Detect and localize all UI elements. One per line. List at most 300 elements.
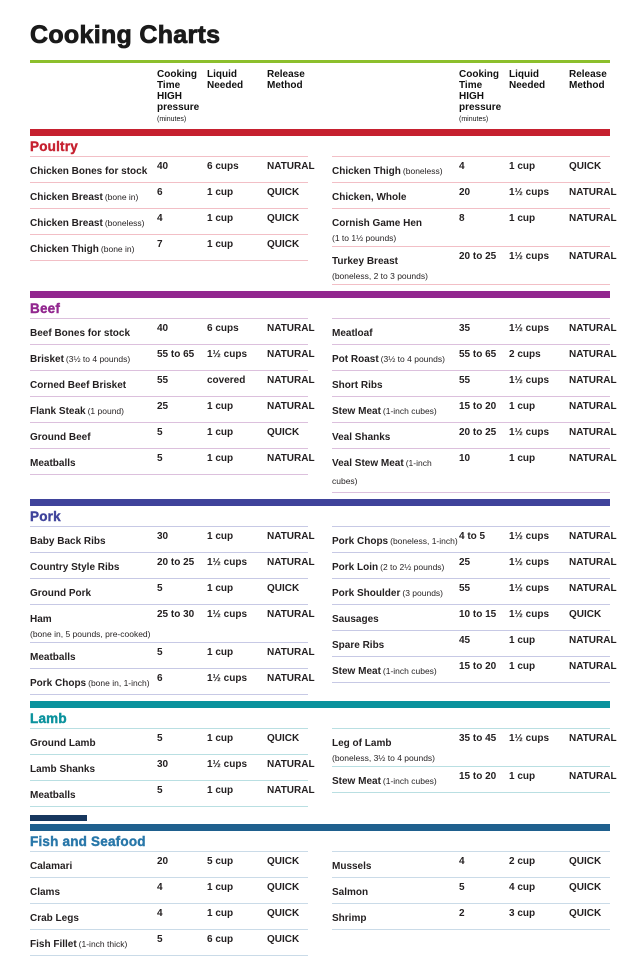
table-row xyxy=(332,579,617,605)
liquid-needed-value: 1 cup xyxy=(207,907,234,919)
cook-time-value: 30 xyxy=(157,758,169,770)
cook-time-value: 55 to 65 xyxy=(157,348,195,360)
liquid-needed-value: 1½ cups xyxy=(509,732,550,744)
food-name: Clams xyxy=(30,886,61,898)
food-note: (bone in) xyxy=(100,243,135,254)
food-cell xyxy=(332,213,459,243)
section-heading: Fish and Seafood xyxy=(30,833,146,849)
release-method-value: NATURAL xyxy=(267,784,315,796)
liquid-needed-value: 1½ cups xyxy=(509,608,550,620)
food-note: (1-inch cubes) xyxy=(382,775,437,786)
section-columns xyxy=(30,728,617,807)
page-title: Cooking Charts xyxy=(30,21,221,49)
table-row xyxy=(30,852,308,878)
food-name: Corned Beef Brisket xyxy=(30,379,127,391)
food-cell xyxy=(30,427,157,445)
food-cell xyxy=(30,908,157,926)
release-method-value: NATURAL xyxy=(267,348,315,360)
food-cell xyxy=(30,375,157,393)
food-note: (1-inch thick) xyxy=(78,938,128,949)
food-note: (2 to 2½ pounds) xyxy=(380,561,445,572)
cook-time-value: 4 xyxy=(459,160,465,172)
food-name: Short Ribs xyxy=(332,379,383,391)
food-cell xyxy=(30,401,157,419)
food-cell xyxy=(30,882,157,900)
food-name: Shrimp xyxy=(332,912,367,924)
food-note: (1-inch cubes) xyxy=(332,457,432,486)
table-row xyxy=(332,371,617,397)
section-rows-left xyxy=(30,156,315,285)
footer-page-mark xyxy=(30,815,87,821)
release-method-value: QUICK xyxy=(569,907,602,919)
title-rule xyxy=(30,60,610,63)
release-method-value: NATURAL xyxy=(267,160,315,172)
liquid-needed-value: 2 cups xyxy=(509,348,541,360)
cooking-time-label: Cooking Time HIGH pressure xyxy=(157,68,200,113)
release-method-value: NATURAL xyxy=(569,212,617,224)
cook-time-value: 15 to 20 xyxy=(459,400,497,412)
table-row xyxy=(332,729,617,767)
cook-time-value: 5 xyxy=(157,784,163,796)
liquid-needed-value: 1 cup xyxy=(207,186,234,198)
liquid-needed-value: 1 cup xyxy=(207,238,234,250)
section-rows-right xyxy=(332,728,617,807)
food-name: Veal Stew Meat xyxy=(332,457,404,469)
food-name: Flank Steak xyxy=(30,405,86,417)
section-rows-left xyxy=(30,851,308,956)
liquid-needed-value: 3 cup xyxy=(509,907,536,919)
release-method-value: QUICK xyxy=(267,732,300,744)
food-name: Brisket xyxy=(30,353,64,365)
table-row xyxy=(332,183,617,209)
liquid-needed-value: 1½ cups xyxy=(207,556,248,568)
food-name: Meatloaf xyxy=(332,327,373,339)
food-cell xyxy=(30,609,157,639)
column-headers-right xyxy=(332,69,610,125)
cook-time-value: 2 xyxy=(459,907,465,919)
liquid-needed-value: 1 cup xyxy=(207,400,234,412)
liquid-needed-value: 1½ cups xyxy=(509,322,550,334)
table-row xyxy=(30,345,315,371)
liquid-needed-value: 1½ cups xyxy=(207,608,248,620)
table-row xyxy=(332,157,610,183)
release-method-value: NATURAL xyxy=(569,322,617,334)
food-note: (bone in, 1-inch) xyxy=(88,677,150,688)
release-method-value: QUICK xyxy=(267,855,300,867)
food-name: Baby Back Ribs xyxy=(30,535,106,547)
food-cell xyxy=(332,251,459,281)
section-columns xyxy=(30,851,610,956)
food-cell xyxy=(332,427,459,445)
table-row xyxy=(332,657,617,683)
food-name: Chicken Bones for stock xyxy=(30,165,148,177)
liquid-needed-value: 1 cup xyxy=(509,160,536,172)
cook-time-value: 4 xyxy=(157,907,163,919)
release-method-value: NATURAL xyxy=(569,250,617,262)
cook-time-value: 7 xyxy=(157,238,163,250)
table-row xyxy=(30,209,308,235)
liquid-needed-value: 1 cup xyxy=(509,634,536,646)
liquid-needed-value: 1 cup xyxy=(207,452,234,464)
cook-time-value: 40 xyxy=(157,322,169,334)
food-cell xyxy=(30,161,157,179)
section-rows-left xyxy=(30,728,315,807)
table-row xyxy=(30,449,315,475)
food-note: (bone in) xyxy=(104,191,139,202)
food-name: Ground Beef xyxy=(30,431,91,443)
liquid-needed-value: 6 cups xyxy=(207,160,239,172)
release-method-header: Release Method xyxy=(569,68,607,91)
release-method-value: NATURAL xyxy=(267,530,315,542)
cook-time-value: 35 xyxy=(459,322,471,334)
release-method-value: QUICK xyxy=(267,907,300,919)
food-note: (1 pound) xyxy=(87,405,124,416)
section-color-bar xyxy=(30,499,610,506)
release-method-value: QUICK xyxy=(267,582,300,594)
release-method-value: NATURAL xyxy=(267,452,315,464)
column-headers xyxy=(30,69,610,125)
food-cell xyxy=(30,187,157,205)
liquid-needed-value: 1½ cups xyxy=(509,374,550,386)
food-name: Salmon xyxy=(332,886,369,898)
liquid-needed-value: 4 cup xyxy=(509,881,536,893)
cook-time-value: 4 xyxy=(157,212,163,224)
food-cell xyxy=(332,453,459,489)
food-note: (boneless, 1-inch) xyxy=(390,535,458,546)
food-cell xyxy=(332,882,459,900)
release-method-value: NATURAL xyxy=(267,556,315,568)
release-method-value: NATURAL xyxy=(267,646,315,658)
table-row xyxy=(30,930,308,956)
table-row xyxy=(30,878,308,904)
release-method-value: QUICK xyxy=(267,933,300,945)
section xyxy=(30,129,617,285)
cook-time-value: 15 to 20 xyxy=(459,770,497,782)
cook-time-value: 10 xyxy=(459,452,471,464)
section-color-bar xyxy=(30,129,610,136)
food-note: (1 to 1½ pounds) xyxy=(332,232,397,243)
release-method-value: QUICK xyxy=(267,212,300,224)
food-cell xyxy=(332,635,459,653)
section xyxy=(30,291,617,493)
food-note: (boneless) xyxy=(402,165,443,176)
food-name: Meatballs xyxy=(30,457,76,469)
food-cell xyxy=(30,531,157,549)
cook-time-value: 55 to 65 xyxy=(459,348,497,360)
cook-time-value: 45 xyxy=(459,634,471,646)
food-name: Ground Lamb xyxy=(30,737,96,749)
section-color-bar xyxy=(30,291,610,298)
table-row xyxy=(30,579,308,605)
food-name: Turkey Breast xyxy=(332,255,398,267)
table-row xyxy=(30,183,308,209)
release-method-value: NATURAL xyxy=(267,400,315,412)
section xyxy=(30,824,610,956)
liquid-needed-value: 5 cup xyxy=(207,855,234,867)
liquid-needed-value: 1½ cups xyxy=(207,348,248,360)
food-note: (1-inch cubes) xyxy=(382,405,437,416)
table-row xyxy=(30,397,315,423)
table-row xyxy=(30,904,308,930)
liquid-needed-value: 1½ cups xyxy=(509,556,550,568)
table-row xyxy=(332,209,617,247)
release-method-value: QUICK xyxy=(267,238,300,250)
food-name: Fish Fillet xyxy=(30,938,77,950)
liquid-needed-value: 1 cup xyxy=(207,212,234,224)
food-cell xyxy=(332,375,459,393)
cook-time-value: 4 to 5 xyxy=(459,530,486,542)
food-cell xyxy=(30,583,157,601)
food-name: Ground Pork xyxy=(30,587,92,599)
food-cell xyxy=(332,908,459,926)
cook-time-value: 6 xyxy=(157,186,163,198)
table-row xyxy=(30,643,315,669)
section-columns xyxy=(30,156,617,285)
section-color-bar xyxy=(30,824,610,831)
table-row xyxy=(332,767,617,793)
food-name: Chicken Thigh xyxy=(30,243,99,255)
release-method-value: NATURAL xyxy=(267,672,315,684)
name-column-spacer xyxy=(332,69,459,125)
food-cell xyxy=(30,453,157,471)
table-row xyxy=(332,247,617,285)
liquid-needed-value: 1½ cups xyxy=(509,250,550,262)
table-row xyxy=(30,605,315,643)
release-method-value: NATURAL xyxy=(267,608,315,620)
release-method-value: NATURAL xyxy=(569,660,617,672)
food-name: Cornish Game Hen xyxy=(332,217,423,229)
food-cell xyxy=(332,161,459,179)
section-heading: Pork xyxy=(30,508,61,524)
food-cell xyxy=(332,856,459,874)
liquid-needed-value: 1 cup xyxy=(509,452,536,464)
section-color-bar xyxy=(30,701,610,708)
cook-time-value: 35 to 45 xyxy=(459,732,497,744)
cook-time-value: 20 xyxy=(157,855,169,867)
cook-time-value: 15 to 20 xyxy=(459,660,497,672)
food-note: (boneless) xyxy=(104,217,145,228)
food-name: Stew Meat xyxy=(332,405,381,417)
table-row xyxy=(30,157,315,183)
food-name: Pork Chops xyxy=(30,677,87,689)
food-cell xyxy=(30,323,157,341)
liquid-needed-value: 1½ cups xyxy=(509,530,550,542)
table-row xyxy=(332,631,617,657)
column-headers-left xyxy=(30,69,308,125)
release-method-value: NATURAL xyxy=(569,556,617,568)
table-row xyxy=(332,319,617,345)
release-method-value: NATURAL xyxy=(267,374,315,386)
cook-time-value: 25 xyxy=(459,556,471,568)
food-cell xyxy=(30,856,157,874)
table-row xyxy=(30,319,315,345)
cook-time-value: 5 xyxy=(157,933,163,945)
liquid-needed-value: 1 cup xyxy=(207,881,234,893)
food-cell xyxy=(30,785,157,803)
release-method-value: NATURAL xyxy=(569,732,617,744)
cooking-time-label: Cooking Time HIGH pressure xyxy=(459,68,502,113)
section xyxy=(30,499,617,695)
liquid-needed-value: 1 cup xyxy=(207,784,234,796)
section-rows-right xyxy=(332,851,610,956)
food-note: (boneless, 3½ to 4 pounds) xyxy=(332,752,436,763)
food-name: Sausages xyxy=(332,613,379,625)
section-heading: Beef xyxy=(30,300,61,316)
food-cell xyxy=(30,733,157,751)
food-cell xyxy=(332,771,459,789)
food-cell xyxy=(332,583,459,601)
table-row xyxy=(332,878,610,904)
food-name: Ham xyxy=(30,613,52,625)
cook-time-value: 5 xyxy=(157,426,163,438)
cook-time-value: 55 xyxy=(157,374,169,386)
food-cell xyxy=(30,239,157,257)
release-method-value: QUICK xyxy=(569,160,602,172)
food-cell xyxy=(332,187,459,205)
table-row xyxy=(332,605,610,631)
cook-time-value: 8 xyxy=(459,212,465,224)
table-row xyxy=(332,397,617,423)
food-name: Pot Roast xyxy=(332,353,379,365)
food-note: (bone in, 5 pounds, pre-cooked) xyxy=(30,628,151,639)
food-cell xyxy=(332,323,459,341)
food-name: Pork Chops xyxy=(332,535,389,547)
liquid-needed-value: 1 cup xyxy=(509,212,536,224)
cooking-time-header xyxy=(157,69,207,125)
sections-container xyxy=(30,129,617,956)
food-name: Stew Meat xyxy=(332,775,381,787)
food-cell xyxy=(332,531,459,549)
liquid-needed-value: 1 cup xyxy=(207,582,234,594)
cook-time-value: 25 to 30 xyxy=(157,608,195,620)
table-row xyxy=(332,852,610,878)
table-row xyxy=(30,235,308,261)
food-cell xyxy=(30,647,157,665)
liquid-needed-value: 1 cup xyxy=(207,426,234,438)
release-method-value: NATURAL xyxy=(569,400,617,412)
section-rows-right xyxy=(332,526,617,695)
liquid-needed-value: 1 cup xyxy=(509,660,536,672)
release-method-value: QUICK xyxy=(267,186,300,198)
food-name: Meatballs xyxy=(30,651,76,663)
table-row xyxy=(30,371,315,397)
food-name: Calamari xyxy=(30,860,73,872)
food-name: Mussels xyxy=(332,860,372,872)
section-rows-right xyxy=(332,318,617,493)
cook-time-value: 5 xyxy=(157,646,163,658)
food-name: Chicken Breast xyxy=(30,217,103,229)
table-row xyxy=(332,527,617,553)
release-method-value: NATURAL xyxy=(569,348,617,360)
food-cell xyxy=(30,557,157,575)
release-method-value: NATURAL xyxy=(569,634,617,646)
table-row xyxy=(332,449,617,493)
table-row xyxy=(332,345,617,371)
release-method-value: NATURAL xyxy=(569,426,617,438)
section-rows-right xyxy=(332,156,617,285)
minutes-label: (minutes) xyxy=(157,115,187,123)
table-row xyxy=(30,669,315,695)
food-name: Leg of Lamb xyxy=(332,737,392,749)
table-row xyxy=(30,553,315,579)
food-name: Chicken Breast xyxy=(30,191,103,203)
table-row xyxy=(332,904,610,930)
cook-time-value: 30 xyxy=(157,530,169,542)
cooking-time-header xyxy=(459,69,509,125)
food-name: Country Style Ribs xyxy=(30,561,120,573)
release-method-value: NATURAL xyxy=(569,186,617,198)
section-rows-left xyxy=(30,318,315,493)
food-name: Spare Ribs xyxy=(332,639,385,651)
food-note: (1-inch cubes) xyxy=(382,665,437,676)
liquid-needed-value: covered xyxy=(207,374,246,386)
cook-time-value: 4 xyxy=(157,881,163,893)
release-method-value: NATURAL xyxy=(569,582,617,594)
food-cell xyxy=(332,609,459,627)
release-method-header: Release Method xyxy=(267,68,305,91)
release-method-value: NATURAL xyxy=(267,322,315,334)
cook-time-value: 10 to 15 xyxy=(459,608,497,620)
food-name: Crab Legs xyxy=(30,912,79,924)
liquid-needed-value: 1 cup xyxy=(207,732,234,744)
liquid-needed-value: 1½ cups xyxy=(207,672,248,684)
food-name: Veal Shanks xyxy=(332,431,391,443)
food-note: (3 pounds) xyxy=(402,587,443,598)
table-row xyxy=(332,423,617,449)
release-method-value: NATURAL xyxy=(267,758,315,770)
food-name: Beef Bones for stock xyxy=(30,327,131,339)
cook-time-value: 5 xyxy=(157,582,163,594)
food-cell xyxy=(30,934,157,952)
section-columns xyxy=(30,318,617,493)
section-heading: Lamb xyxy=(30,710,67,726)
release-method-value: NATURAL xyxy=(569,374,617,386)
food-cell xyxy=(30,213,157,231)
liquid-needed-value: 1 cup xyxy=(207,646,234,658)
liquid-needed-value: 1 cup xyxy=(509,770,536,782)
food-cell xyxy=(332,733,459,763)
name-column-spacer xyxy=(30,69,157,125)
release-method-value: QUICK xyxy=(569,855,602,867)
cook-time-value: 55 xyxy=(459,582,471,594)
food-note: (boneless, 2 to 3 pounds) xyxy=(332,270,428,281)
cook-time-value: 5 xyxy=(459,881,465,893)
cook-time-value: 20 to 25 xyxy=(157,556,195,568)
liquid-needed-value: 1 cup xyxy=(207,530,234,542)
cook-time-value: 4 xyxy=(459,855,465,867)
minutes-label: (minutes) xyxy=(459,115,489,123)
release-method-value: NATURAL xyxy=(569,530,617,542)
cook-time-value: 55 xyxy=(459,374,471,386)
food-name: Pork Loin xyxy=(332,561,379,573)
table-row xyxy=(30,781,315,807)
liquid-needed-header: Liquid Needed xyxy=(207,68,244,91)
cook-time-value: 5 xyxy=(157,732,163,744)
liquid-needed-value: 1 cup xyxy=(509,400,536,412)
release-method-value: QUICK xyxy=(569,608,602,620)
table-row xyxy=(30,423,308,449)
cook-time-value: 6 xyxy=(157,672,163,684)
table-row xyxy=(332,553,617,579)
food-cell xyxy=(332,349,459,367)
section-columns xyxy=(30,526,617,695)
liquid-needed-value: 1½ cups xyxy=(509,582,550,594)
liquid-needed-header: Liquid Needed xyxy=(509,68,546,91)
cook-time-value: 20 xyxy=(459,186,471,198)
food-cell xyxy=(332,557,459,575)
food-name: Chicken Thigh xyxy=(332,165,401,177)
section-heading: Poultry xyxy=(30,138,78,154)
